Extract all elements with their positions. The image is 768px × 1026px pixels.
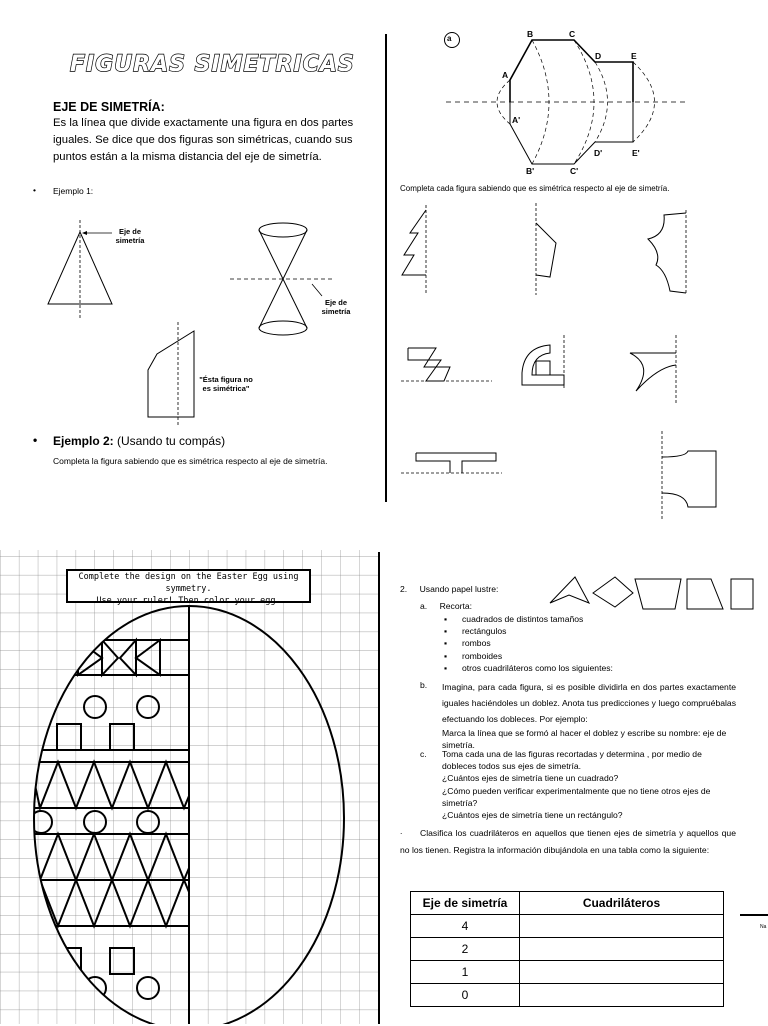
list-item: ▪ rombos (444, 638, 491, 649)
edge-text: Na (760, 924, 767, 930)
a-title: Recorta: (439, 601, 473, 611)
point-d-prime: D' (594, 148, 603, 158)
easter-egg-worksheet (0, 550, 378, 1024)
classify-paragraph (400, 825, 736, 859)
arrowhead-icon (82, 231, 87, 235)
list-item: ▪ romboides (444, 650, 503, 661)
figure-a-top-half (510, 40, 633, 102)
a-label: a. (420, 601, 428, 611)
exercise-curved-shape (648, 210, 686, 295)
annotation-not-symmetric: "Ésta figura no es simétrica" (199, 375, 253, 393)
point-d: D (595, 51, 602, 61)
point-a: A (502, 70, 509, 80)
item-2-header (400, 583, 498, 595)
table-cell-empty[interactable] (520, 938, 724, 961)
classify-text: Clasifica los cuadriláteros en aquellos que tienen ejes de simetría y aquellos que no los tienen. Registra la información dibujándola en una tabla como la siguiente: (400, 828, 736, 855)
exercise-pentagon (536, 203, 556, 295)
table-row (411, 961, 724, 984)
example1-label (33, 185, 94, 196)
c-question-3: ¿Cuántos ejes de simetría tiene un rectángulo? (442, 810, 623, 821)
circle-label-a-text: a (447, 34, 452, 43)
example1-text: Ejemplo 1: (53, 186, 94, 196)
hourglass-top-ellipse (259, 223, 307, 237)
point-b: B (527, 29, 534, 39)
list-item: ▪ rectángulos (444, 626, 507, 637)
page-title: FIGURAS SIMETRICAS (70, 52, 355, 77)
completion-exercises (386, 195, 768, 525)
figure-a-bottom-half (510, 102, 633, 164)
header-quadrilaterals: Cuadriláteros (520, 892, 724, 915)
example2-line (33, 433, 226, 448)
item-a (420, 600, 472, 612)
table-cell: 0 (411, 984, 520, 1007)
example1-figures (0, 200, 385, 440)
b-text: Imagina, para cada figura, si es posible dividirla en dos partes exactamente iguales haciéndoles un doblez. Anota tus predicciones y luego compruébalas efectuando los dobleces. Por ejemplo: (442, 682, 736, 724)
definition-text: Es la línea que divide exactamente una figura en dos partes iguales. Se dice que dos figuras son simétricas, cuando sus puntos están a la misma distancia del eje de simetría. (53, 117, 354, 163)
exercise-tree (402, 205, 426, 295)
annotation-axis-2: Eje de simetría (321, 298, 351, 316)
point-e-prime: E' (632, 148, 640, 158)
table-cell-empty[interactable] (520, 984, 724, 1007)
table-header-row (411, 892, 724, 915)
banner-line-1: Complete the design on the Easter Egg using symmetry. (78, 572, 299, 594)
list-item: ▪ otros cuadriláteros como los siguientes: (444, 662, 613, 673)
table-row (411, 915, 724, 938)
list-item: ▪ cuadrados de distintos tamaños (444, 614, 584, 624)
symmetry-table (410, 891, 724, 1007)
table-row (411, 938, 724, 961)
table-cell-empty[interactable] (520, 915, 724, 938)
item-c (420, 748, 736, 821)
vertical-divider-bottom (378, 552, 380, 1024)
table-cell: 2 (411, 938, 520, 961)
b-label: b. (420, 680, 428, 690)
exercise-t-shape (401, 453, 502, 473)
hourglass-bottom-ellipse (259, 321, 307, 335)
point-c-prime: C' (570, 166, 579, 176)
table-cell: 1 (411, 961, 520, 984)
banner-line-2: Use your ruler! Then color your egg. (96, 596, 281, 606)
c-text: Toma cada una de las figuras recortadas y determina , por medio de dobleces todos sus ejes de simetría. (442, 749, 702, 772)
c-question-1: ¿Cuántos ejes de simetría tiene un cuadrado? (442, 773, 619, 784)
classify-dot: . (400, 826, 403, 836)
exercise-curved-triangle (630, 335, 676, 405)
item-title: Usando papel lustre: (419, 584, 499, 594)
non-symmetric-figure (148, 331, 194, 417)
top-right-instruction: Completa cada figura sabiendo que es simétrica respecto al eje de simetría. (400, 184, 670, 193)
b-text-2: Marca la línea que se formó al hacer el doblez y escribe su nombre: eje de simetría. (442, 728, 727, 750)
item-number: 2. (400, 584, 408, 594)
quadrilateral-examples (545, 573, 760, 613)
point-e: E (631, 51, 637, 61)
point-b-prime: B' (526, 166, 535, 176)
example2-bold: Ejemplo 2: (53, 434, 114, 448)
item-b (420, 679, 736, 751)
c-question-2: ¿Cómo pueden verificar experimentalmente que no tiene otros ejes de simetría? (442, 785, 711, 808)
example2-instruction: Completa la figura sabiendo que es simétrica respecto al eje de simetría. (53, 456, 328, 466)
point-c: C (569, 29, 576, 39)
exercise-z-shape (401, 348, 492, 381)
bullet-icon: • (33, 185, 36, 195)
example2-rest: (Usando tu compás) (113, 434, 226, 448)
a-list (444, 613, 613, 674)
exercise-vase-shape (662, 431, 716, 520)
header-axis: Eje de simetría (411, 892, 520, 915)
banner-text (67, 571, 310, 607)
table-cell: 4 (411, 915, 520, 938)
exercise-protractor (522, 335, 564, 390)
table-cell-empty[interactable] (520, 961, 724, 984)
table-row (411, 984, 724, 1007)
annotation-axis-1: Eje de simetría (115, 227, 145, 245)
edge-page-fragment (740, 914, 768, 1026)
point-a-prime: A' (512, 115, 521, 125)
bullet-icon: • (33, 433, 38, 447)
c-label: c. (420, 749, 427, 759)
figure-a-diagram (386, 22, 768, 187)
section-heading: EJE DE SIMETRÍA: (53, 100, 165, 114)
